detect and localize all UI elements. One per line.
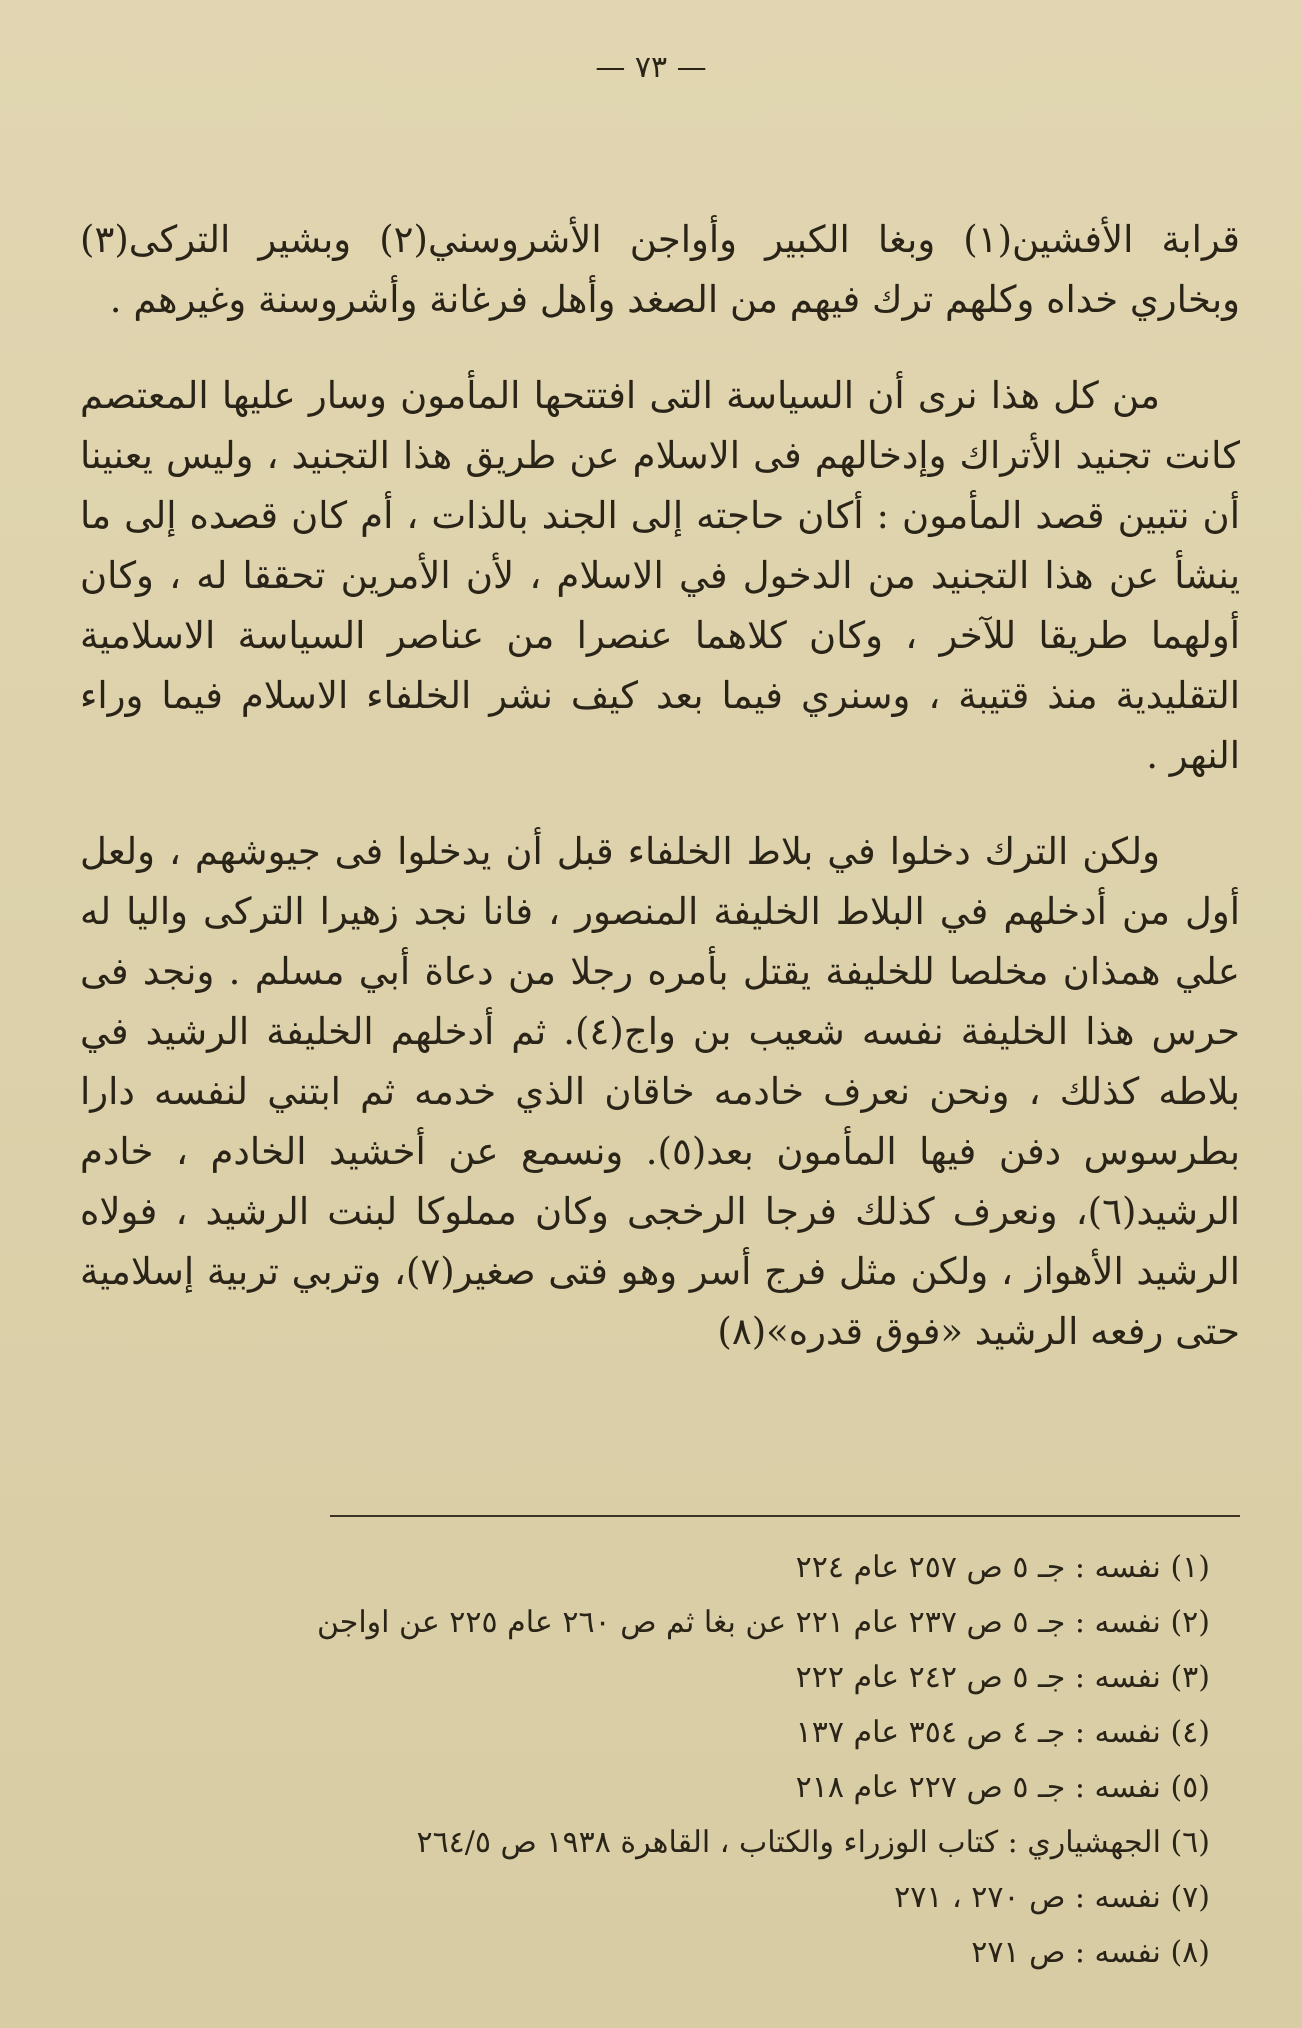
- footnote-3: (٣) نفسه : جـ ٥ ص ٢٤٢ عام ٢٢٢: [795, 1660, 1210, 1695]
- paragraph-1: قرابة الأفشين(١) وبغا الكبير وأواجن الأشروسني(٢) وبشير التركى(٣) وبخاري خداه وكلهم ترك فيهم من الصغد وأهل فرغانة وأشروسنة وغيرهم .: [80, 218, 1240, 321]
- main-text: [80, 210, 1240, 1398]
- footnote-8: (٨) نفسه : ص ٢٧١: [971, 1935, 1210, 1970]
- footnote-4: (٤) نفسه : جـ ٤ ص ٣٥٤ عام ١٣٧: [795, 1715, 1210, 1750]
- footnote-1: (١) نفسه : جـ ٥ ص ٢٥٧ عام ٢٢٤: [795, 1550, 1210, 1585]
- footnote-6: (٦) الجهشياري : كتاب الوزراء والكتاب ، القاهرة ١٩٣٨ ص ٢٦٤/٥: [416, 1825, 1210, 1860]
- paragraph-3: ولكن الترك دخلوا في بلاط الخلفاء قبل أن يدخلوا فى جيوشهم ، ولعل أول من أدخلهم في البلاط الخليفة المنصور ، فانا نجد زهيرا التركى واليا له علي همذان مخلصا للخليفة يقتل بأمره رجلا من دعاة أبي مسلم . ونجد فى حرس هذا الخليفة نفسه شعيب بن واج(٤). ثم أدخلهم الخليفة الرشيد في بلاطه كذلك ، ونحن نعرف خادمه خاقان الذي خدمه ثم ابتني لنفسه دارا بطرسوس دفن فيها المأمون بعد(٥). ونسمع عن أخشيد الخادم ، خادم الرشيد(٦)، ونعرف كذلك فرجا الرخجى وكان مملوكا لبنت الرشيد ، فولاه الرشيد الأهواز ، ولكن مثل فرج أسر وهو فتى صغير(٧)، وتربي تربية إسلامية حتى رفعه الرشيد «فوق قدره»(٨): [80, 830, 1240, 1353]
- footnotes-list: [200, 1540, 1210, 1980]
- footnote-separator: [330, 1515, 1240, 1517]
- footnote-5: (٥) نفسه : جـ ٥ ص ٢٢٧ عام ٢١٨: [795, 1770, 1210, 1805]
- footnote-2: (٢) نفسه : جـ ٥ ص ٢٣٧ عام ٢٢١ عن بغا ثم ص ٢٦٠ عام ٢٢٥ عن اواجن: [316, 1605, 1210, 1640]
- page-number: — ٧٣ —: [595, 50, 707, 85]
- paragraph-2: من كل هذا نرى أن السياسة التى افتتحها المأمون وسار عليها المعتصم كانت تجنيد الأتراك وإدخالهم فى الاسلام عن طريق هذا التجنيد ، وليس يعنينا أن نتبين قصد المأمون : أكان حاجته إلى الجند بالذات ، أم كان قصده إلى ما ينشأ عن هذا التجنيد من الدخول في الاسلام ، لأن الأمرين تحققا له ، وكان أولهما طريقا للآخر ، وكان كلاهما عنصرا من عناصر السياسة الاسلامية التقليدية منذ قتيبة ، وسنري فيما بعد كيف نشر الخلفاء الاسلام فيما وراء النهر .: [80, 374, 1240, 777]
- footnote-7: (٧) نفسه : ص ٢٧٠ ، ٢٧١: [894, 1880, 1210, 1915]
